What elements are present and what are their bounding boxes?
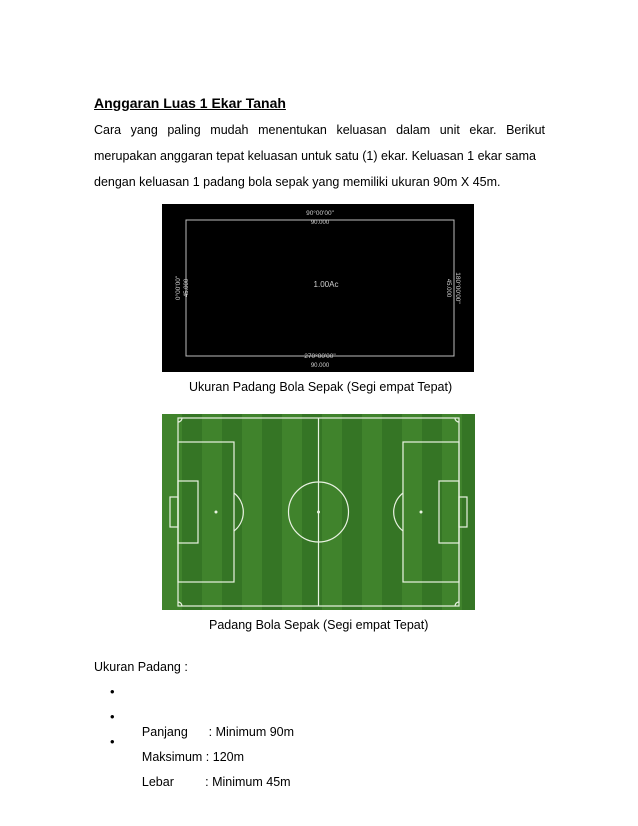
- left-length-label: 45.000: [184, 278, 190, 298]
- top-bearing-label: 90°00'00": [306, 210, 334, 217]
- right-bearing-label: 180°00'00": [454, 272, 461, 304]
- paragraph-line: dengan keluasan 1 padang bola sepak yang memiliki ukuran 90m X 45m.: [94, 175, 501, 189]
- right-penalty-spot: [420, 511, 423, 514]
- field-caption: Padang Bola Sepak (Segi empat Tepat): [209, 618, 429, 632]
- survey-plan-image: [162, 204, 474, 372]
- bullet-icon: •: [110, 709, 115, 724]
- survey-plan-drawing: [162, 204, 474, 372]
- bottom-bearing-label: 270°00'00": [304, 353, 336, 360]
- sizes-heading: Ukuran Padang :: [94, 660, 188, 674]
- document-title: Anggaran Luas 1 Ekar Tanah: [94, 95, 286, 111]
- right-length-label: 45.000: [445, 278, 451, 298]
- bullet-icon: •: [110, 684, 115, 699]
- sizes-list: [110, 682, 295, 789]
- bottom-length-label: 90.000: [310, 363, 330, 369]
- paragraph-line: Cara yang paling mudah menentukan keluasan dalam unit ekar. Berikut: [94, 123, 545, 137]
- football-field-image: [162, 414, 475, 610]
- list-item-text: Maksimum : 120m: [141, 750, 245, 764]
- area-label: 1.00Ac: [313, 280, 339, 289]
- list-item-text: Panjang : Minimum 90m: [141, 725, 295, 739]
- list-item-text: Lebar : Minimum 45m: [141, 775, 291, 789]
- intro-paragraph: [94, 117, 545, 195]
- paragraph-line: merupakan anggaran tepat keluasan untuk satu (1) ekar. Keluasan 1 ekar sama: [94, 149, 536, 163]
- list-item: [110, 682, 295, 739]
- football-field-drawing: [162, 414, 475, 610]
- plan-caption: Ukuran Padang Bola Sepak (Segi empat Tepat): [189, 380, 453, 394]
- center-spot: [317, 511, 320, 514]
- top-length-label: 90.000: [310, 220, 330, 226]
- list-item: [110, 732, 294, 789]
- bullet-icon: •: [110, 734, 115, 749]
- left-penalty-spot: [215, 511, 218, 514]
- left-bearing-label: 0°00'00": [175, 275, 182, 301]
